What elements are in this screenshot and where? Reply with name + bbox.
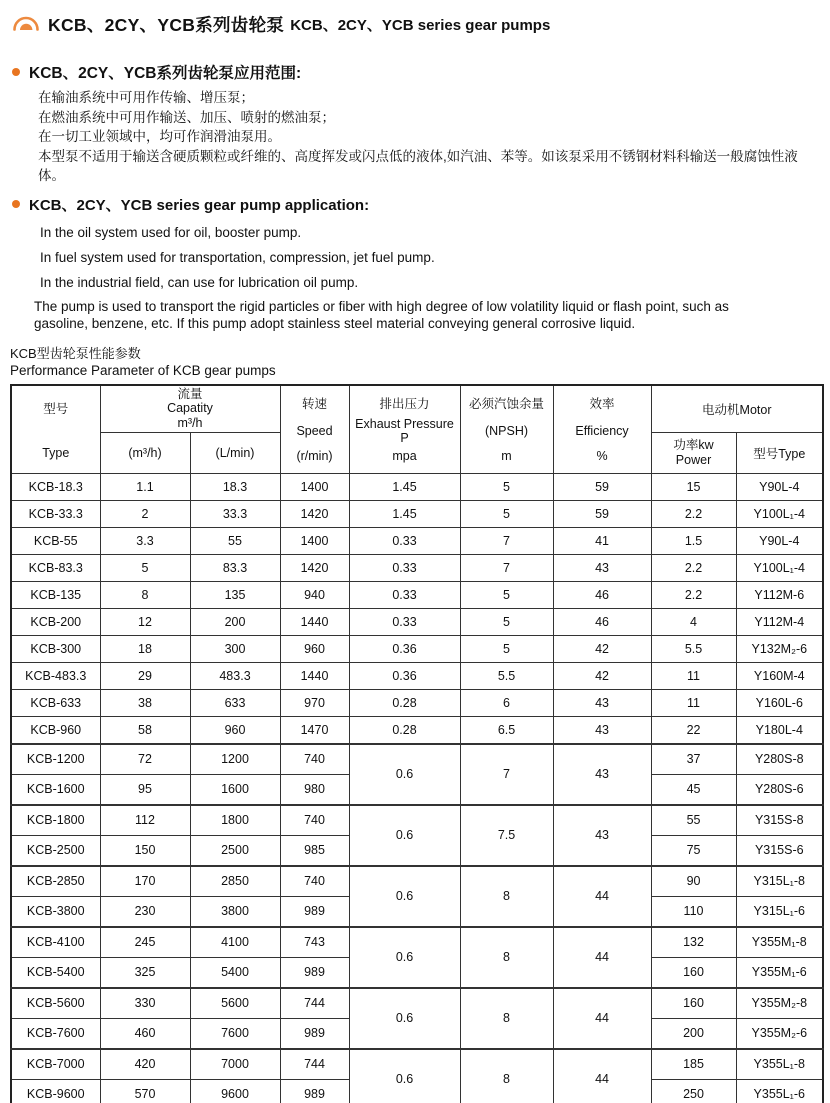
cell-speed: 980 (280, 774, 349, 805)
cell-eff: 46 (553, 581, 651, 608)
col-header-speed (280, 385, 349, 474)
cell-m3h: 2 (100, 500, 190, 527)
doc-title (12, 12, 822, 37)
cell-type: KCB-1200 (11, 744, 100, 775)
col-header-efficiency-unit: % (596, 449, 608, 463)
cell-speed: 989 (280, 1018, 349, 1049)
cell-speed: 989 (280, 896, 349, 927)
cell-pressure: 0.33 (349, 581, 460, 608)
cell-lmin: 1200 (190, 744, 280, 775)
cell-type: KCB-2850 (11, 866, 100, 897)
table-row (11, 716, 823, 744)
cell-type: KCB-483.3 (11, 662, 100, 689)
cell-speed: 1400 (280, 473, 349, 500)
orange-dot-icon (12, 68, 20, 76)
cell-power: 250 (651, 1079, 736, 1103)
cell-lmin: 300 (190, 635, 280, 662)
cell-speed: 989 (280, 1079, 349, 1103)
body-paragraph: The pump is used to transport the rigid particles or fiber with high degree of low volatility liquid or flash point, such as gasoline, benzene, etc. If this pump adopt stainless steel material conveying general corrosive liquid. (34, 298, 729, 331)
performance-table-body (11, 473, 823, 1103)
cell-power: 132 (651, 927, 736, 958)
cell-lmin: 9600 (190, 1079, 280, 1103)
cell-motor: Y112M-4 (736, 608, 823, 635)
cell-speed: 960 (280, 635, 349, 662)
cell-type: KCB-33.3 (11, 500, 100, 527)
cell-lmin: 7000 (190, 1049, 280, 1080)
cell-power: 4 (651, 608, 736, 635)
col-header-speed-en: Speed (296, 423, 333, 438)
cell-power: 160 (651, 988, 736, 1019)
cell-lmin: 3800 (190, 896, 280, 927)
cell-power: 1.5 (651, 527, 736, 554)
cell-power: 110 (651, 896, 736, 927)
cell-motor: Y112M-6 (736, 581, 823, 608)
cell-speed: 740 (280, 805, 349, 836)
cell-m3h: 72 (100, 744, 190, 775)
cell-type: KCB-7000 (11, 1049, 100, 1080)
cell-lmin: 1600 (190, 774, 280, 805)
body-line: 本型泵不适用于输送含硬质颗粒或纤维的、高度挥发或闪点低的液体,如汽油、苯等。如该泵采用不锈钢材料科输送一般腐蚀性液体。 (38, 148, 798, 183)
cell-power: 22 (651, 716, 736, 744)
cell-pressure: 0.6 (349, 805, 460, 866)
cell-pressure: 1.45 (349, 500, 460, 527)
application-en-body (10, 220, 822, 295)
cell-m3h: 150 (100, 835, 190, 866)
col-header-capacity-en: Capatity (167, 401, 213, 416)
cell-type: KCB-2500 (11, 835, 100, 866)
cell-power: 5.5 (651, 635, 736, 662)
cell-m3h: 330 (100, 988, 190, 1019)
col-header-capacity-unit: m³/h (177, 415, 203, 430)
col-header-pressure-zh: 排出压力 (379, 397, 430, 411)
col-header-npsh-unit: m (501, 449, 512, 463)
table-row (11, 689, 823, 716)
cell-motor: Y355M₂-8 (736, 988, 823, 1019)
col-header-pressure (349, 385, 460, 474)
cell-motor: Y315L₁-6 (736, 896, 823, 927)
cell-npsh: 8 (460, 988, 553, 1049)
cell-eff: 44 (553, 1049, 651, 1103)
table-row (11, 581, 823, 608)
table-row (11, 662, 823, 689)
cell-motor: Y180L-4 (736, 716, 823, 744)
cell-lmin: 633 (190, 689, 280, 716)
cell-power: 2.2 (651, 581, 736, 608)
cell-eff: 44 (553, 866, 651, 927)
cell-power: 37 (651, 744, 736, 775)
body-line: In the industrial field, can use for lubrication oil pump. (40, 274, 359, 290)
cell-m3h: 3.3 (100, 527, 190, 554)
cell-lmin: 5600 (190, 988, 280, 1019)
cell-speed: 1440 (280, 662, 349, 689)
table-row (11, 473, 823, 500)
cell-pressure: 0.6 (349, 1049, 460, 1103)
cell-lmin: 4100 (190, 927, 280, 958)
application-zh-body (10, 88, 822, 186)
cell-lmin: 18.3 (190, 473, 280, 500)
table-row (11, 866, 823, 897)
col-header-pressure-en: Exhaust Pressure P (355, 416, 454, 445)
cell-power: 15 (651, 473, 736, 500)
cell-m3h: 12 (100, 608, 190, 635)
cell-power: 200 (651, 1018, 736, 1049)
col-header-efficiency-en: Efficiency (575, 423, 629, 438)
cell-lmin: 5400 (190, 957, 280, 988)
cell-npsh: 5.5 (460, 662, 553, 689)
col-header-capacity-lmin: (L/min) (190, 432, 280, 473)
cell-motor: Y90L-4 (736, 527, 823, 554)
cell-eff: 43 (553, 744, 651, 805)
cell-pressure: 0.6 (349, 988, 460, 1049)
cell-lmin: 200 (190, 608, 280, 635)
cell-lmin: 33.3 (190, 500, 280, 527)
cell-npsh: 8 (460, 1049, 553, 1103)
col-header-efficiency (553, 385, 651, 474)
cell-m3h: 18 (100, 635, 190, 662)
cell-power: 11 (651, 689, 736, 716)
cell-type: KCB-83.3 (11, 554, 100, 581)
cell-eff: 43 (553, 554, 651, 581)
cell-m3h: 460 (100, 1018, 190, 1049)
cell-power: 2.2 (651, 554, 736, 581)
cell-power: 75 (651, 835, 736, 866)
cell-m3h: 1.1 (100, 473, 190, 500)
col-header-motor-power (651, 432, 736, 473)
cell-speed: 1420 (280, 500, 349, 527)
cell-type: KCB-5400 (11, 957, 100, 988)
section-heading-en-text: KCB、2CY、YCB series gear pump application: (29, 196, 370, 214)
cell-power: 11 (651, 662, 736, 689)
cell-lmin: 960 (190, 716, 280, 744)
cell-motor: Y160L-6 (736, 689, 823, 716)
col-header-speed-unit: (r/min) (296, 449, 333, 463)
cell-npsh: 7 (460, 554, 553, 581)
cell-type: KCB-960 (11, 716, 100, 744)
cell-npsh: 5 (460, 473, 553, 500)
cell-power: 160 (651, 957, 736, 988)
col-header-capacity-m3h: (m³/h) (100, 432, 190, 473)
cell-pressure: 0.6 (349, 866, 460, 927)
table-row (11, 744, 823, 775)
cell-power: 90 (651, 866, 736, 897)
cell-eff: 43 (553, 805, 651, 866)
cell-pressure: 1.45 (349, 473, 460, 500)
cell-eff: 42 (553, 662, 651, 689)
table-row (11, 805, 823, 836)
cell-motor: Y100L₁-4 (736, 500, 823, 527)
cell-m3h: 29 (100, 662, 190, 689)
table-row (11, 1049, 823, 1080)
cell-m3h: 420 (100, 1049, 190, 1080)
cell-motor: Y315S-8 (736, 805, 823, 836)
cell-npsh: 5 (460, 608, 553, 635)
cell-eff: 41 (553, 527, 651, 554)
performance-table-head (11, 385, 823, 474)
cell-npsh: 6.5 (460, 716, 553, 744)
table-row (11, 927, 823, 958)
cell-type: KCB-9600 (11, 1079, 100, 1103)
table-row (11, 988, 823, 1019)
cell-npsh: 5 (460, 581, 553, 608)
cell-lmin: 135 (190, 581, 280, 608)
col-header-npsh (460, 385, 553, 474)
cell-speed: 743 (280, 927, 349, 958)
col-header-motor-type: 型号Type (736, 432, 823, 473)
cell-motor: Y100L₁-4 (736, 554, 823, 581)
cell-type: KCB-1800 (11, 805, 100, 836)
cell-motor: Y315S-6 (736, 835, 823, 866)
cell-eff: 43 (553, 689, 651, 716)
cell-eff: 42 (553, 635, 651, 662)
body-line: 在一切工业领域中，均可作润滑油泵用。 (38, 129, 281, 144)
cell-speed: 744 (280, 1049, 349, 1080)
section-heading-zh (12, 61, 822, 83)
cell-motor: Y90L-4 (736, 473, 823, 500)
cell-m3h: 5 (100, 554, 190, 581)
cell-pressure: 0.28 (349, 716, 460, 744)
col-header-speed-zh: 转速 (302, 397, 328, 411)
cell-npsh: 5 (460, 500, 553, 527)
cell-speed: 740 (280, 744, 349, 775)
cell-pressure: 0.33 (349, 554, 460, 581)
cell-lmin: 7600 (190, 1018, 280, 1049)
table-title (10, 345, 822, 379)
cell-lmin: 55 (190, 527, 280, 554)
col-header-npsh-en: (NPSH) (484, 423, 529, 438)
cell-eff: 59 (553, 500, 651, 527)
cell-type: KCB-7600 (11, 1018, 100, 1049)
cell-npsh: 8 (460, 927, 553, 988)
cell-m3h: 38 (100, 689, 190, 716)
cell-eff: 46 (553, 608, 651, 635)
col-header-capacity-zh: 流量 (177, 386, 203, 401)
body-line: 在输油系统中可用作传输、增压泵； (38, 90, 254, 105)
col-header-motor: 电动机Motor (651, 385, 823, 433)
cell-speed: 1400 (280, 527, 349, 554)
col-header-npsh-zh: 必须汽蚀余量 (469, 397, 545, 411)
cell-npsh: 7 (460, 744, 553, 805)
body-line: 在燃油系统中可用作输送、加压、喷射的燃油泵； (38, 109, 335, 125)
cell-m3h: 325 (100, 957, 190, 988)
cell-motor: Y355M₁-8 (736, 927, 823, 958)
cell-npsh: 7 (460, 527, 553, 554)
cell-lmin: 2500 (190, 835, 280, 866)
orange-dot-icon (12, 200, 20, 208)
col-header-efficiency-zh: 效率 (589, 397, 615, 411)
col-header-motor-power-en: Power (675, 452, 712, 467)
cell-npsh: 5 (460, 635, 553, 662)
cell-motor: Y160M-4 (736, 662, 823, 689)
cell-type: KCB-1600 (11, 774, 100, 805)
table-row (11, 554, 823, 581)
cell-pressure: 0.33 (349, 527, 460, 554)
cell-m3h: 95 (100, 774, 190, 805)
col-header-type-en: Type (42, 446, 70, 460)
doc-title-en: KCB、2CY、YCB series gear pumps (290, 17, 551, 34)
cell-eff: 44 (553, 927, 651, 988)
cell-m3h: 170 (100, 866, 190, 897)
table-title-en: Performance Parameter of KCB gear pumps (10, 362, 276, 378)
table-row (11, 635, 823, 662)
cell-type: KCB-135 (11, 581, 100, 608)
cell-m3h: 570 (100, 1079, 190, 1103)
cell-motor: Y355M₁-6 (736, 957, 823, 988)
cell-pressure: 0.33 (349, 608, 460, 635)
cell-motor: Y355L₁-6 (736, 1079, 823, 1103)
cell-m3h: 112 (100, 805, 190, 836)
cell-pressure: 0.6 (349, 744, 460, 805)
cell-type: KCB-200 (11, 608, 100, 635)
cell-speed: 740 (280, 866, 349, 897)
cell-motor: Y132M₂-6 (736, 635, 823, 662)
cell-npsh: 8 (460, 866, 553, 927)
table-row (11, 608, 823, 635)
cell-eff: 59 (553, 473, 651, 500)
cell-motor: Y280S-8 (736, 744, 823, 775)
cell-type: KCB-55 (11, 527, 100, 554)
cell-eff: 44 (553, 988, 651, 1049)
cell-lmin: 2850 (190, 866, 280, 897)
cell-pressure: 0.6 (349, 927, 460, 988)
cell-pressure: 0.28 (349, 689, 460, 716)
col-header-pressure-unit: mpa (392, 449, 417, 463)
cell-speed: 985 (280, 835, 349, 866)
cell-power: 2.2 (651, 500, 736, 527)
cell-lmin: 83.3 (190, 554, 280, 581)
cell-m3h: 8 (100, 581, 190, 608)
cell-speed: 1470 (280, 716, 349, 744)
cell-type: KCB-3800 (11, 896, 100, 927)
section-heading-en (12, 194, 822, 215)
table-row (11, 500, 823, 527)
cell-type: KCB-633 (11, 689, 100, 716)
cell-speed: 970 (280, 689, 349, 716)
col-header-capacity (100, 385, 280, 433)
cell-motor: Y355L₁-8 (736, 1049, 823, 1080)
cell-power: 45 (651, 774, 736, 805)
cell-lmin: 483.3 (190, 662, 280, 689)
col-header-motor-power-zh: 功率kw (673, 437, 714, 452)
cell-lmin: 1800 (190, 805, 280, 836)
cell-power: 55 (651, 805, 736, 836)
performance-table (10, 384, 824, 1103)
cell-speed: 989 (280, 957, 349, 988)
col-header-type (11, 385, 100, 474)
cell-m3h: 230 (100, 896, 190, 927)
gear-pump-logo-icon (12, 16, 40, 33)
cell-type: KCB-5600 (11, 988, 100, 1019)
cell-type: KCB-4100 (11, 927, 100, 958)
body-line: In the oil system used for oil, booster pump. (40, 224, 302, 240)
cell-power: 185 (651, 1049, 736, 1080)
cell-speed: 1440 (280, 608, 349, 635)
cell-speed: 744 (280, 988, 349, 1019)
cell-motor: Y315L₁-8 (736, 866, 823, 897)
cell-npsh: 7.5 (460, 805, 553, 866)
cell-speed: 940 (280, 581, 349, 608)
cell-type: KCB-300 (11, 635, 100, 662)
table-row (11, 527, 823, 554)
cell-speed: 1420 (280, 554, 349, 581)
cell-eff: 43 (553, 716, 651, 744)
table-title-zh: KCB型齿轮泵性能参数 (10, 345, 141, 361)
cell-m3h: 58 (100, 716, 190, 744)
cell-pressure: 0.36 (349, 662, 460, 689)
cell-type: KCB-18.3 (11, 473, 100, 500)
cell-npsh: 6 (460, 689, 553, 716)
body-line: In fuel system used for transportation, compression, jet fuel pump. (40, 249, 435, 265)
cell-pressure: 0.36 (349, 635, 460, 662)
col-header-type-zh: 型号 (43, 402, 69, 416)
doc-title-zh: KCB、2CY、YCB系列齿轮泵 (48, 15, 285, 35)
section-heading-zh-text: KCB、2CY、YCB系列齿轮泵应用范围: (29, 65, 302, 82)
cell-motor: Y280S-6 (736, 774, 823, 805)
cell-m3h: 245 (100, 927, 190, 958)
cell-motor: Y355M₂-6 (736, 1018, 823, 1049)
